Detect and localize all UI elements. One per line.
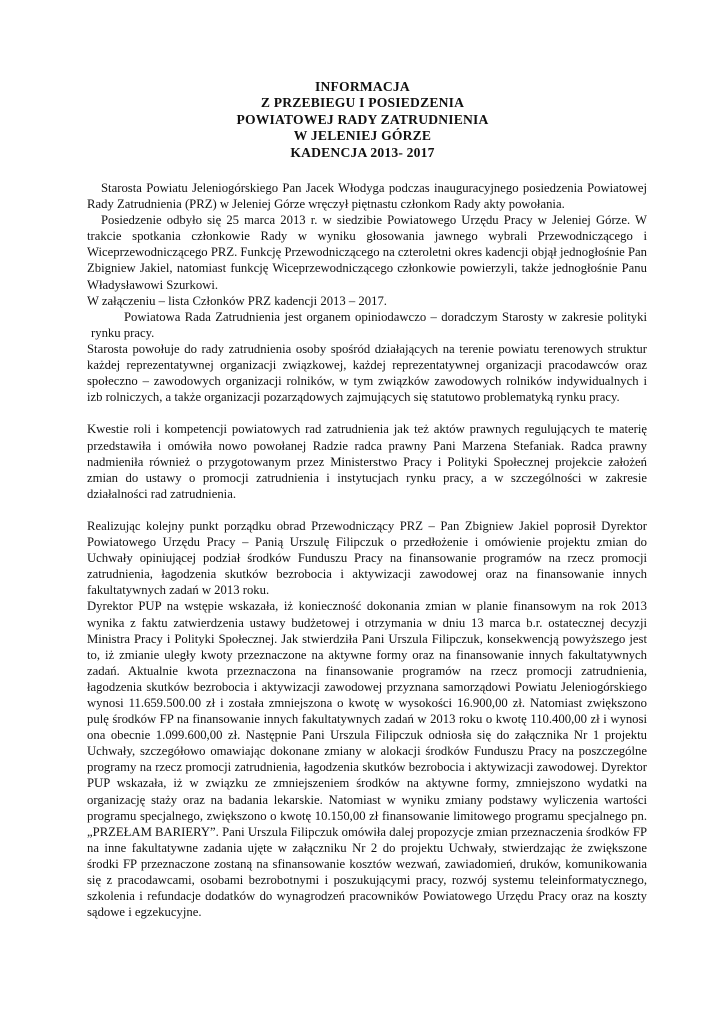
- title-line-1: INFORMACJA: [315, 79, 410, 94]
- document-body: [87, 180, 647, 920]
- paragraph-attachment: W załączeniu – lista Członków PRZ kadencji 2013 – 2017.: [87, 293, 387, 308]
- paragraph-legal: Kwestie roli i kompetencji powiatowych rad zatrudnienia jak też aktów prawnych regulujących te materię przedstawiła i omówiła nowo powołanej Radzie radca prawny Pani Marzena Stefaniak. Radca prawny nadmieniła również o przygotowanym przez Ministerstwo Pracy i Polityki Społecznej projekcie założeń zmian do ustawy o promocji zatrudnienia i instytucjach rynku pracy, a w szczególności w zakresie działalności rad zatrudnienia.: [87, 422, 647, 501]
- paragraph-director-report: Dyrektor PUP na wstępie wskazała, iż konieczność dokonania zmian w planie finansowym na rok 2013 wynika z faktu zatwierdzenia ustawy budżetowej i otrzymania w dniu 13 marca b.r. ostatecznej decyzji Ministra Pracy i Polityki Społecznej. Jak stwierdziła Pani Urszula Filipczuk, konsekwencją powyższego jest to, iż zmianie uległy kwoty przeznaczone na aktywne formy oraz na finansowanie innych fakultatywnych zadań. Aktualnie kwota przeznaczona na finansowanie programów na rzecz promocji zatrudnienia, łagodzenia skutków bezrobocia i aktywizacji zawodowej przyznana samorządowi Powiatu Jeleniogórskiego wynosi 11.659.500.00 zł i została zmniejszona o kwotę w wysokości 16.900,00 zł. Natomiast zwiększono pulę środków FP na finansowanie innych fakultatywnych zadań w 2013 roku o kwotę 110.400,00 zł i wynosi ona obecnie 1.099.600,00 zł. Następnie Pani Urszula Filipczuk odniosła się do załącznika Nr 1 projektu Uchwały, szczegółowo omawiając dokonane zmiany w alokacji środków Funduszu Pracy na poszczególne programy na rzecz promocji zatrudnienia, łagodzenia skutków bezrobocia i aktywizacji zawodowej. Dyrektor PUP wskazała, iż w związku ze zmniejszeniem środków na aktywne formy, zmniejszono wydatki na organizację staży oraz na badania lekarskie. Natomiast w wyniku zmiany podstawy wyliczenia wartości programu specjalnego, zwiększono o kwotę 10.150,00 zł finansowanie limitowego programu specjalnego pn. „PRZEŁAM BARIERY”. Pani Urszula Filipczuk omówiła dalej propozycje zmian przeznaczenia środków FP na inne fakultatywne zadania ujęte w załączniku Nr 2 do projektu Uchwały, stwierdzając że zwiększone środki FP przeznaczone zostaną na sfinansowanie kosztów wezwań, zawiadomień, druków, komunikowania się z pracodawcami, osobami bezrobotnymi i poszukującymi pracy, rozwój systemu teleinformatycznego, szkolenia i refundacje dodatków do wynagrodzeń pracowników Powiatowego Urzędu Pracy oraz na koszty sądowe i egzekucyjne.: [87, 599, 647, 920]
- document-title: [150, 79, 575, 161]
- title-line-4: W JELENIEJ GÓRZE: [293, 128, 432, 144]
- title-line-2: Z PRZEBIEGU I POSIEDZENIA: [260, 95, 465, 111]
- paragraph-agenda: Realizując kolejny punkt porządku obrad Przewodniczący PRZ – Pan Zbigniew Jakiel poprosił Dyrektor Powiatowego Urzędu Pracy – Panią Urszulę Filipczuk o przedłożenie i omówienie projektu zmian do Uchwały opiniującej podział środków Funduszu Pracy na finansowanie programów na rzecz promocji zatrudnienia, łagodzenia skutków bezrobocia i aktywizacji zawodowej oraz na finansowanie innych fakultatywnych zadań w 2013 roku.: [87, 518, 647, 598]
- title-line-3: POWIATOWEJ RADY ZATRUDNIENIA: [236, 111, 489, 127]
- paragraph-inauguration: Starosta Powiatu Jeleniogórskiego Pan Jacek Włodyga podczas inauguracyjnego posiedzenia Powiatowej Rady Zatrudnienia (PRZ) w Jeleniej Górze wręczył piętnastu członkom Rady akty powołania.: [87, 181, 647, 212]
- paragraph-appointment: Starosta powołuje do rady zatrudnienia osoby spośród działających na terenie powiatu terenowych struktur każdej reprezentatywnej organizacji związkowej, każdej reprezentatywnej organizacji pracodawców oraz społeczno – zawodowych organizacji rolników, w tym związków zawodowych rolników indywidualnych i izb rolniczych, a także organizacji pozarządowych zajmujących się statutowo problematyką rynku pracy.: [87, 341, 647, 405]
- paragraph-council-role: Powiatowa Rada Zatrudnienia jest organem opiniodawczo – doradczym Starosty w zakresie polityki rynku pracy.: [91, 309, 647, 340]
- title-line-5: KADENCJA 2013- 2017: [290, 144, 435, 160]
- paragraph-meeting: Posiedzenie odbyło się 25 marca 2013 r. w siedzibie Powiatowego Urzędu Pracy w Jeleniej Górze. W trakcie spotkania członkowie Rady w wyniku głosowania jawnego wybrali Przewodniczącego i Wiceprzewodniczącego PRZ. Funkcję Przewodniczącego na czteroletni okres kadencji objął jednogłośnie Pan Zbigniew Jakiel, natomiast funkcję Wiceprzewodniczącego członkowie powierzyli, także jednogłośnie Panu Władysławowi Szurkowi.: [87, 213, 647, 292]
